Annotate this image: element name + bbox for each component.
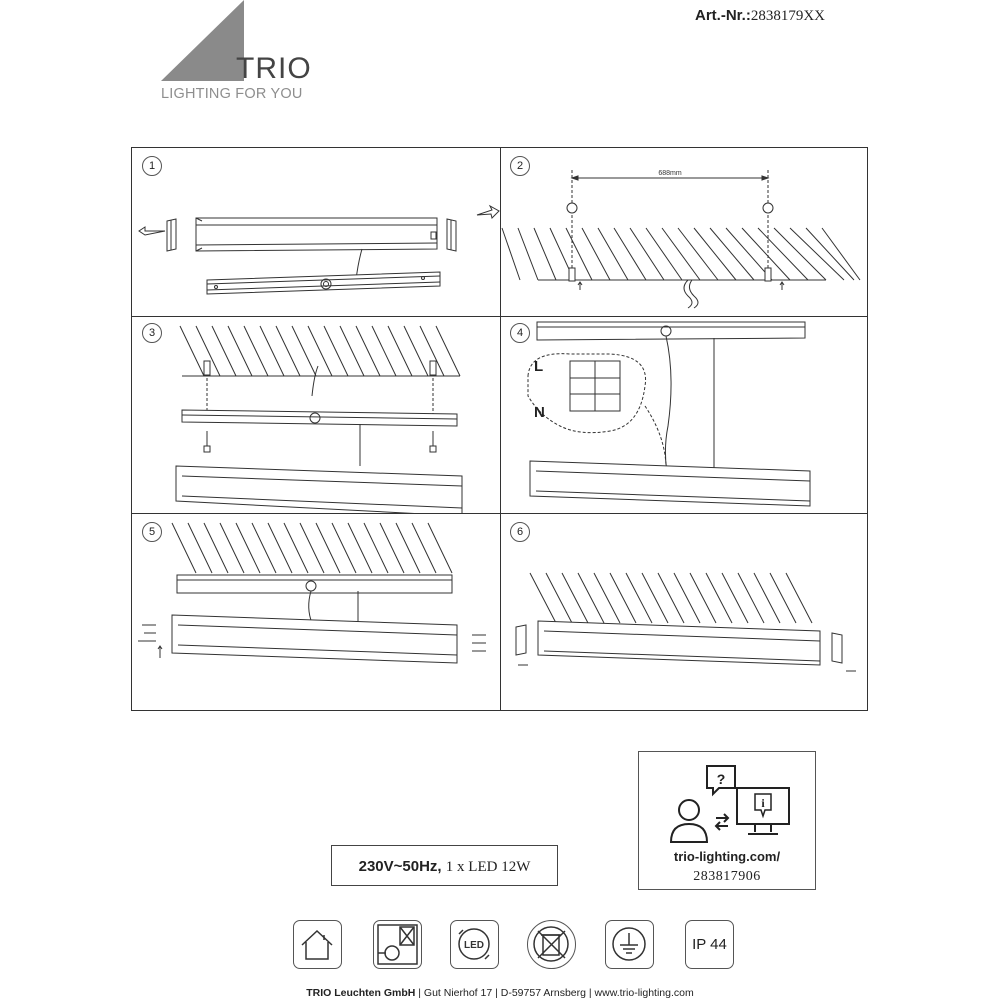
step-6-illustration: [500, 513, 869, 712]
svg-text:LED: LED: [464, 940, 484, 951]
footer-address: [0, 987, 1000, 999]
svg-text:i: i: [761, 796, 765, 810]
step-1-illustration: [132, 148, 500, 316]
article-value: 2838179XX: [750, 8, 826, 24]
brand-wordmark: TRIO: [236, 52, 312, 85]
step-number: 3: [142, 323, 162, 343]
ip-rating-label: IP 44: [692, 936, 727, 953]
step-3-illustration: [132, 316, 500, 513]
electrical-spec: [331, 845, 558, 886]
service-url: trio-lighting.com/: [673, 849, 781, 864]
no-disposal-icon: [527, 920, 576, 969]
step-number: 2: [510, 156, 530, 176]
step-5-illustration: [132, 513, 500, 712]
led-non-replaceable-icon: [450, 920, 499, 969]
service-info-box: [638, 751, 816, 890]
svg-text:?: ?: [716, 771, 726, 787]
footer-company: TRIO Leuchten GmbH: [306, 987, 416, 999]
wiring-label-l: L: [534, 358, 544, 375]
step-number: 6: [510, 522, 530, 542]
step-4-illustration: [500, 316, 869, 513]
trio-logo-triangle: [161, 0, 245, 82]
assembly-steps-grid: [131, 147, 868, 711]
lamp-spec: 1 x LED 12W: [445, 859, 531, 875]
wiring-label-n: N: [534, 404, 545, 421]
step-2-illustration: [500, 148, 869, 316]
article-label: Art.-Nr.:: [695, 7, 751, 24]
ip-rating-icon: [685, 920, 734, 969]
support-info-icon: [653, 760, 803, 844]
indoor-use-icon: [293, 920, 342, 969]
service-code: 283817906: [693, 869, 761, 884]
no-replaceable-bulb-icon: [373, 920, 422, 969]
step-number: 1: [142, 156, 162, 176]
step-number: 4: [510, 323, 530, 343]
step-number: 5: [142, 522, 162, 542]
footer-address-text: | Gut Nierhof 17 | D-59757 Arnsberg | www.trio-lighting.com: [415, 987, 694, 999]
dimension-label: 688mm: [658, 170, 682, 177]
protective-earth-icon: [605, 920, 654, 969]
brand-tagline: LIGHTING FOR YOU: [161, 86, 303, 102]
article-number: [695, 7, 825, 25]
voltage-value: 230V~50Hz,: [358, 858, 442, 875]
